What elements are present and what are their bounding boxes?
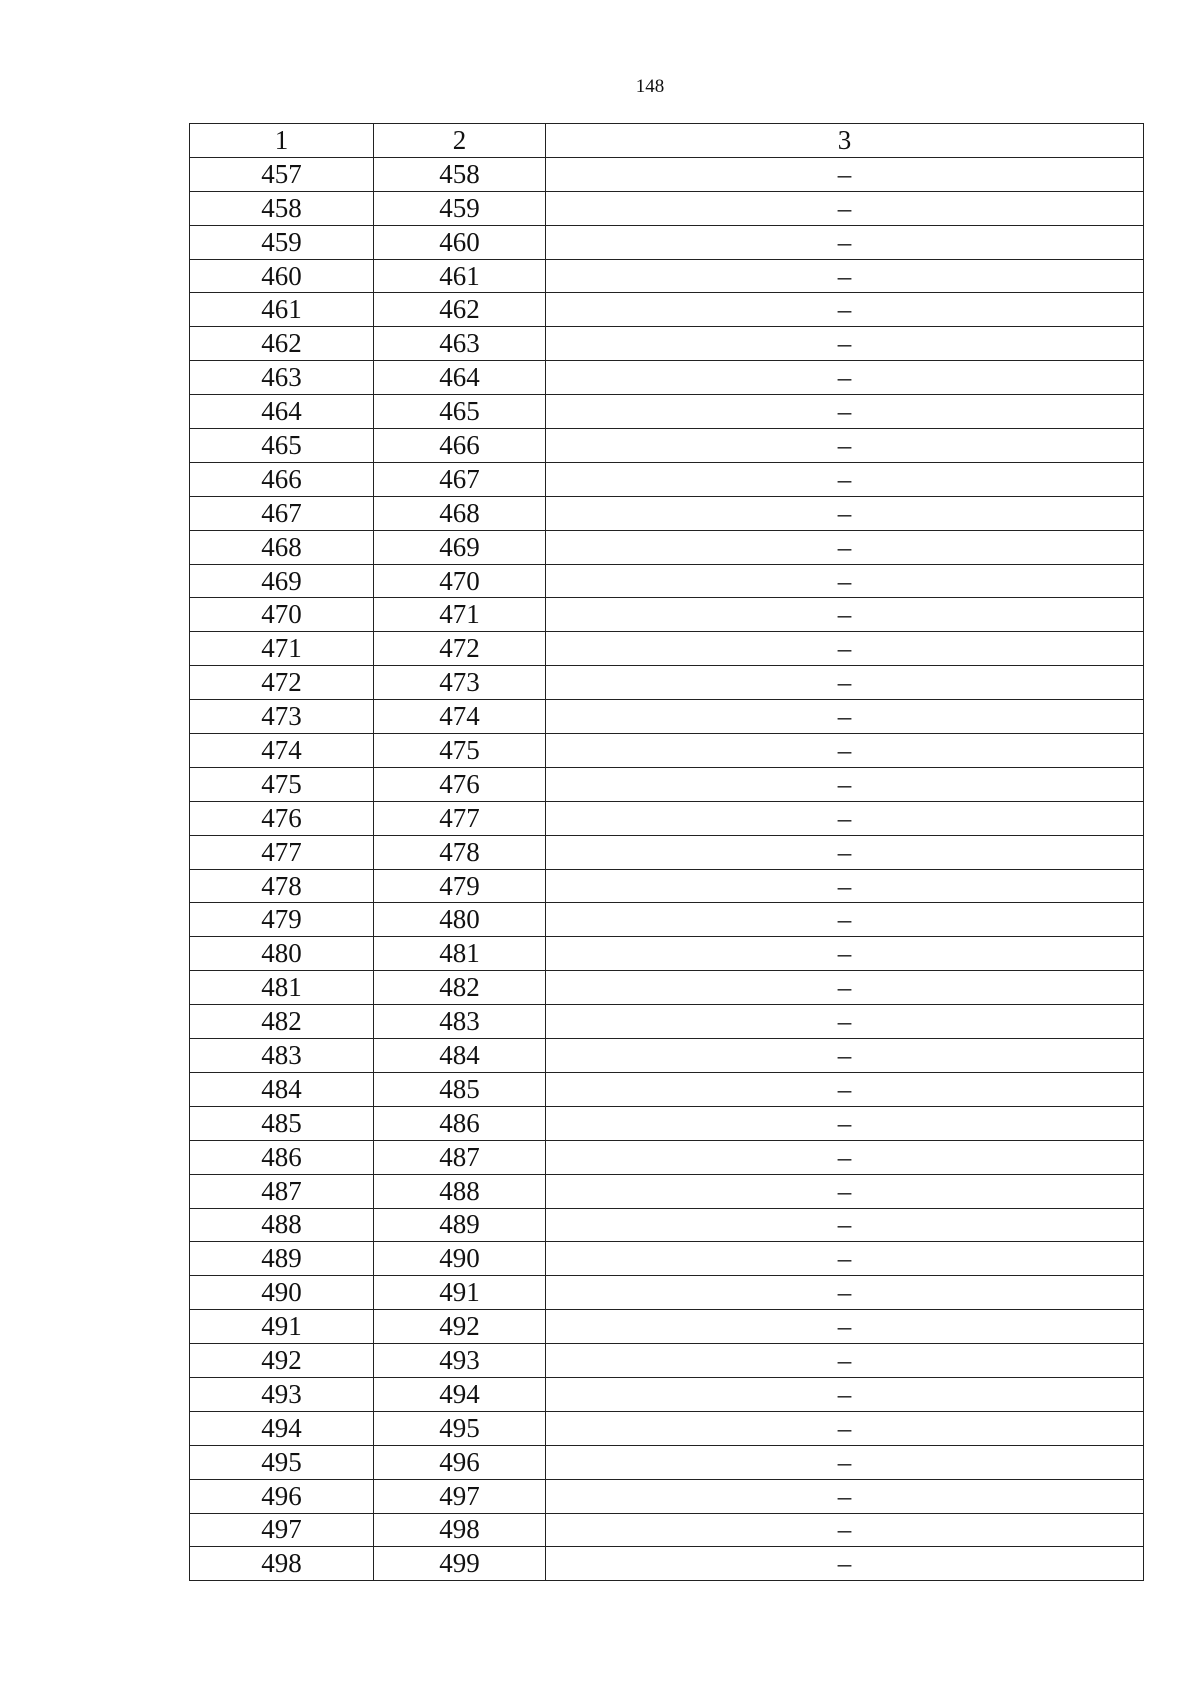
cell-col1: 476	[190, 801, 374, 835]
table-row	[190, 1377, 1144, 1411]
table-row	[190, 835, 1144, 869]
cell-col1: 485	[190, 1106, 374, 1140]
table-body	[190, 124, 1144, 1581]
cell-col2: 475	[374, 734, 546, 768]
table-row	[190, 734, 1144, 768]
cell-col2: 498	[374, 1513, 546, 1547]
table-row	[190, 157, 1144, 191]
cell-col3: –	[546, 564, 1144, 598]
table-row	[190, 530, 1144, 564]
cell-col2: 479	[374, 869, 546, 903]
table-row	[190, 496, 1144, 530]
cell-col2: 492	[374, 1310, 546, 1344]
cell-col1: 487	[190, 1174, 374, 1208]
cell-col1: 496	[190, 1479, 374, 1513]
cell-col3: –	[546, 1072, 1144, 1106]
cell-col3: –	[546, 1208, 1144, 1242]
cell-col1: 494	[190, 1411, 374, 1445]
cell-col1: 478	[190, 869, 374, 903]
table-row	[190, 1310, 1144, 1344]
cell-col2: 478	[374, 835, 546, 869]
table-row	[190, 1479, 1144, 1513]
cell-col2: 474	[374, 700, 546, 734]
cell-col3: –	[546, 395, 1144, 429]
cell-col2: 485	[374, 1072, 546, 1106]
cell-col2: 482	[374, 971, 546, 1005]
cell-col1: 480	[190, 937, 374, 971]
cell-col3: –	[546, 835, 1144, 869]
cell-col1: 469	[190, 564, 374, 598]
table-row	[190, 598, 1144, 632]
cell-col1: 464	[190, 395, 374, 429]
cell-col2: 495	[374, 1411, 546, 1445]
table-row	[190, 259, 1144, 293]
cell-col3: –	[546, 1547, 1144, 1581]
table-row	[190, 767, 1144, 801]
cell-col2: 496	[374, 1445, 546, 1479]
cell-col1: 472	[190, 666, 374, 700]
cell-col2: 497	[374, 1479, 546, 1513]
column-header-1: 1	[190, 124, 374, 158]
table-row	[190, 293, 1144, 327]
table-row	[190, 903, 1144, 937]
table-row	[190, 1276, 1144, 1310]
cell-col1: 488	[190, 1208, 374, 1242]
table-row	[190, 395, 1144, 429]
table-row	[190, 1208, 1144, 1242]
table-header-row	[190, 124, 1144, 158]
table-row	[190, 1445, 1144, 1479]
cell-col2: 464	[374, 361, 546, 395]
table-row	[190, 462, 1144, 496]
cell-col1: 457	[190, 157, 374, 191]
cell-col3: –	[546, 700, 1144, 734]
cell-col3: –	[546, 1377, 1144, 1411]
cell-col2: 470	[374, 564, 546, 598]
table-row	[190, 225, 1144, 259]
cell-col1: 495	[190, 1445, 374, 1479]
cell-col1: 473	[190, 700, 374, 734]
table-row	[190, 564, 1144, 598]
cell-col3: –	[546, 293, 1144, 327]
cell-col3: –	[546, 1310, 1144, 1344]
cell-col2: 472	[374, 632, 546, 666]
cell-col1: 475	[190, 767, 374, 801]
table-row	[190, 1140, 1144, 1174]
cell-col2: 458	[374, 157, 546, 191]
cell-col2: 462	[374, 293, 546, 327]
table-row	[190, 937, 1144, 971]
cell-col3: –	[546, 225, 1144, 259]
table-row	[190, 1072, 1144, 1106]
cell-col3: –	[546, 1242, 1144, 1276]
cell-col3: –	[546, 327, 1144, 361]
cell-col2: 467	[374, 462, 546, 496]
cell-col1: 461	[190, 293, 374, 327]
cell-col3: –	[546, 801, 1144, 835]
cell-col3: –	[546, 598, 1144, 632]
cell-col2: 483	[374, 1005, 546, 1039]
table-row	[190, 1411, 1144, 1445]
cell-col1: 463	[190, 361, 374, 395]
cell-col3: –	[546, 157, 1144, 191]
cell-col1: 466	[190, 462, 374, 496]
cell-col3: –	[546, 734, 1144, 768]
table-row	[190, 1174, 1144, 1208]
cell-col3: –	[546, 191, 1144, 225]
cell-col2: 461	[374, 259, 546, 293]
cell-col3: –	[546, 767, 1144, 801]
table-row	[190, 1513, 1144, 1547]
table-row	[190, 361, 1144, 395]
table-row	[190, 1344, 1144, 1378]
cell-col2: 459	[374, 191, 546, 225]
cell-col2: 477	[374, 801, 546, 835]
cell-col3: –	[546, 1106, 1144, 1140]
cell-col1: 474	[190, 734, 374, 768]
table-row	[190, 1039, 1144, 1073]
cell-col1: 498	[190, 1547, 374, 1581]
cell-col1: 490	[190, 1276, 374, 1310]
table-row	[190, 327, 1144, 361]
cell-col2: 484	[374, 1039, 546, 1073]
cell-col1: 491	[190, 1310, 374, 1344]
table-row	[190, 869, 1144, 903]
cell-col1: 479	[190, 903, 374, 937]
cell-col3: –	[546, 429, 1144, 463]
cell-col1: 481	[190, 971, 374, 1005]
cell-col3: –	[546, 530, 1144, 564]
column-header-2: 2	[374, 124, 546, 158]
cell-col3: –	[546, 1140, 1144, 1174]
cell-col2: 466	[374, 429, 546, 463]
table-row	[190, 1547, 1144, 1581]
cell-col2: 494	[374, 1377, 546, 1411]
table-row	[190, 801, 1144, 835]
cell-col3: –	[546, 1174, 1144, 1208]
cell-col3: –	[546, 937, 1144, 971]
cell-col2: 488	[374, 1174, 546, 1208]
cell-col1: 468	[190, 530, 374, 564]
cell-col1: 483	[190, 1039, 374, 1073]
cell-col1: 493	[190, 1377, 374, 1411]
cell-col1: 492	[190, 1344, 374, 1378]
cell-col1: 470	[190, 598, 374, 632]
cell-col1: 460	[190, 259, 374, 293]
table-row	[190, 429, 1144, 463]
column-header-3: 3	[546, 124, 1144, 158]
table-row	[190, 632, 1144, 666]
cell-col3: –	[546, 903, 1144, 937]
cell-col1: 486	[190, 1140, 374, 1174]
cell-col3: –	[546, 869, 1144, 903]
table-row	[190, 971, 1144, 1005]
cell-col3: –	[546, 1005, 1144, 1039]
cell-col3: –	[546, 462, 1144, 496]
cell-col1: 459	[190, 225, 374, 259]
table-row	[190, 1106, 1144, 1140]
cell-col2: 499	[374, 1547, 546, 1581]
table-row	[190, 666, 1144, 700]
cell-col1: 462	[190, 327, 374, 361]
cell-col2: 486	[374, 1106, 546, 1140]
page-number: 148	[635, 76, 665, 97]
cell-col2: 473	[374, 666, 546, 700]
cell-col3: –	[546, 1411, 1144, 1445]
table-row	[190, 191, 1144, 225]
cell-col1: 471	[190, 632, 374, 666]
cell-col1: 458	[190, 191, 374, 225]
cell-col2: 491	[374, 1276, 546, 1310]
cell-col1: 484	[190, 1072, 374, 1106]
cell-col3: –	[546, 1513, 1144, 1547]
cell-col2: 471	[374, 598, 546, 632]
cell-col3: –	[546, 361, 1144, 395]
cell-col1: 482	[190, 1005, 374, 1039]
cell-col2: 493	[374, 1344, 546, 1378]
cell-col2: 489	[374, 1208, 546, 1242]
cell-col2: 490	[374, 1242, 546, 1276]
cell-col3: –	[546, 632, 1144, 666]
cell-col1: 497	[190, 1513, 374, 1547]
cell-col2: 465	[374, 395, 546, 429]
cell-col2: 463	[374, 327, 546, 361]
cell-col1: 489	[190, 1242, 374, 1276]
cell-col3: –	[546, 666, 1144, 700]
cell-col3: –	[546, 971, 1144, 1005]
cell-col2: 487	[374, 1140, 546, 1174]
cell-col2: 481	[374, 937, 546, 971]
cell-col3: –	[546, 1276, 1144, 1310]
cell-col3: –	[546, 1445, 1144, 1479]
table-row	[190, 1242, 1144, 1276]
cell-col3: –	[546, 1479, 1144, 1513]
cell-col3: –	[546, 259, 1144, 293]
cell-col3: –	[546, 1344, 1144, 1378]
table-row	[190, 700, 1144, 734]
table-row	[190, 1005, 1144, 1039]
cell-col3: –	[546, 1039, 1144, 1073]
cell-col2: 469	[374, 530, 546, 564]
cell-col1: 467	[190, 496, 374, 530]
cell-col2: 476	[374, 767, 546, 801]
cell-col2: 460	[374, 225, 546, 259]
cell-col2: 480	[374, 903, 546, 937]
cell-col2: 468	[374, 496, 546, 530]
cell-col1: 477	[190, 835, 374, 869]
data-table	[189, 123, 1144, 1581]
cell-col1: 465	[190, 429, 374, 463]
cell-col3: –	[546, 496, 1144, 530]
